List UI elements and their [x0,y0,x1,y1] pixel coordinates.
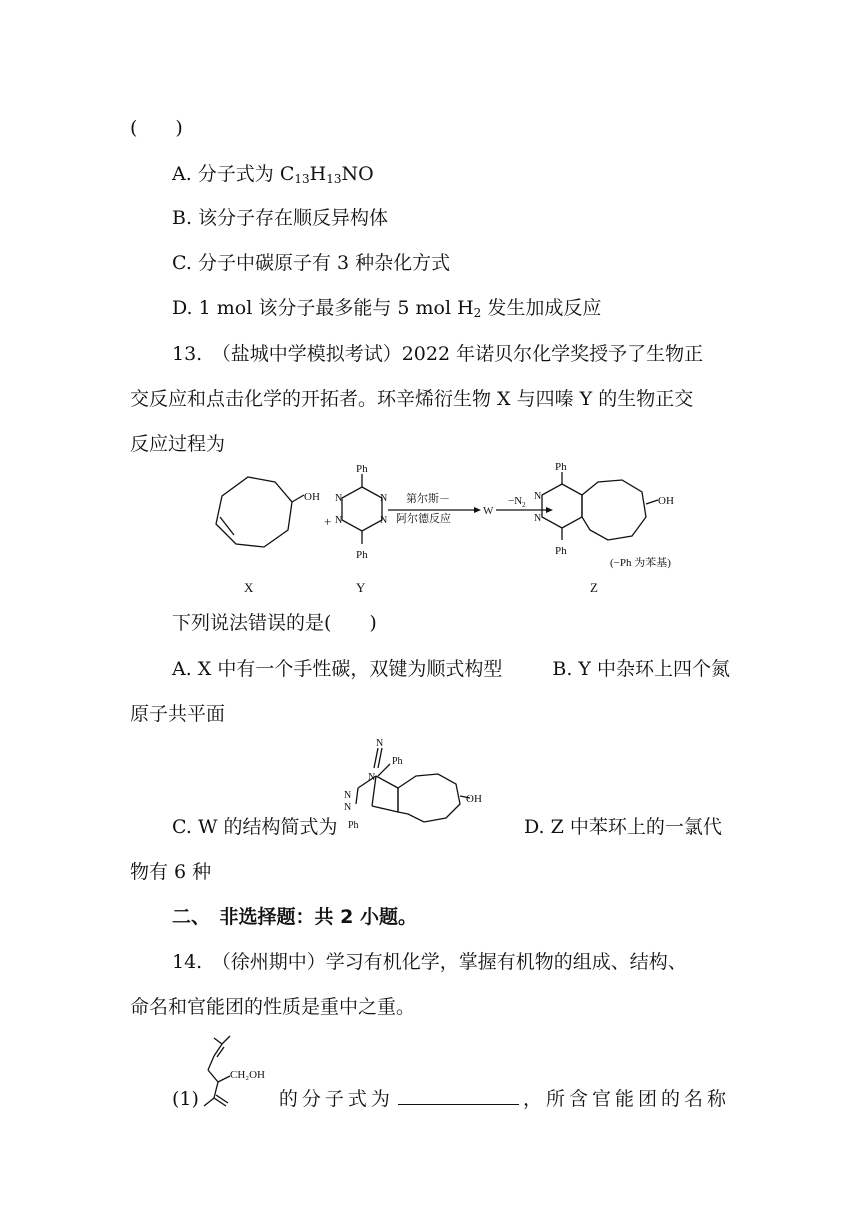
w-n1: N [376,738,384,749]
y-ph-top: Ph [356,463,368,475]
q14-stem-line1: 14. （徐州期中）学习有机化学，掌握有机物的组成、结构、 [172,951,687,973]
option-c: C. 分子中碳原子有 3 种杂化方式 [172,252,451,274]
option-d: D. 1 mol 该分子最多能与 5 mol $H_2$ 发生加成反应 [172,297,602,320]
w-oh-label: OH [466,793,482,805]
y-ph-bottom: Ph [356,549,368,561]
q13-option-b-cont: 原子共平面 [130,703,226,725]
y-n3: N [380,493,388,504]
arrow1-top: 第尔斯－ [406,493,450,505]
molecule-z [542,472,658,540]
q13-option-b: B. Y 中杂环上四个氮 [552,658,730,680]
q13-stem-line3: 反应过程为 [130,433,226,455]
q13-stem-line1: 13. （盐城中学模拟考试）2022 年诺贝尔化学奖授予了生物正 [172,343,704,365]
answer-blank[interactable] [398,1088,519,1105]
q13-options-ab [172,660,730,679]
ph-note: (−Ph 为苯基) [610,557,671,569]
w-n2: N [368,772,376,783]
label-y: Y [356,580,366,595]
ch2oh-label: CH₂OH [230,1069,266,1081]
section-heading: 二、 非选择题：共 2 小题。 [172,906,417,928]
w-label: W [483,505,494,517]
w-n4: N [344,802,352,813]
q13-option-d: D. Z 中苯环上的一氯代 [524,816,722,838]
option-a: A. 分子式为 $C_{13}H_{13}NO$ [172,163,374,186]
q14-part1-text2: ，所含官能团的名称 [522,1088,730,1110]
answer-paren: ( ) [130,117,183,139]
w-ph-top: Ph [392,756,403,767]
q13-question: 下列说法错误的是( ) [172,612,377,634]
q13-option-a: A. X 中有一个手性碳，双键为顺式构型 [172,658,503,680]
option-b: B. 该分子存在顺反异构体 [172,207,389,229]
label-x: X [244,580,254,595]
x-oh-label: OH [304,491,320,503]
z-ph-bottom: Ph [555,545,567,557]
q14-part1-number: (1) [172,1088,199,1110]
z-oh-label: OH [658,495,674,507]
reaction-scheme [200,462,720,602]
q14-part1-text1: 的分子式为 [278,1088,394,1110]
z-n1: N [534,491,542,502]
plus-sign: + [324,514,332,529]
q13-option-c: C. W 的结构简式为 [172,816,338,838]
w-n3: N [344,790,352,801]
molecule-y [342,474,382,544]
y-n4: N [380,515,388,526]
structure-w [338,736,498,832]
q14-part1 [172,1088,730,1109]
arrow2-label: $-N_2$ [508,495,526,509]
y-n2: N [335,515,343,526]
q13-option-d-cont: 物有 6 种 [130,861,212,883]
label-z: Z [590,580,598,595]
z-ph-top: Ph [555,462,567,473]
arrow1-bottom: 阿尔德反应 [396,513,451,525]
y-n1: N [335,493,343,504]
q14-stem-line2: 命名和官能团的性质是重中之重。 [130,996,416,1018]
z-n2: N [534,513,542,524]
q13-stem-line2: 交反应和点击化学的开拓者。环辛烯衍生物 X 与四嗪 Y 的生物正交 [130,388,694,410]
molecule-x [216,477,304,547]
w-ph-bottom: Ph [348,820,359,831]
